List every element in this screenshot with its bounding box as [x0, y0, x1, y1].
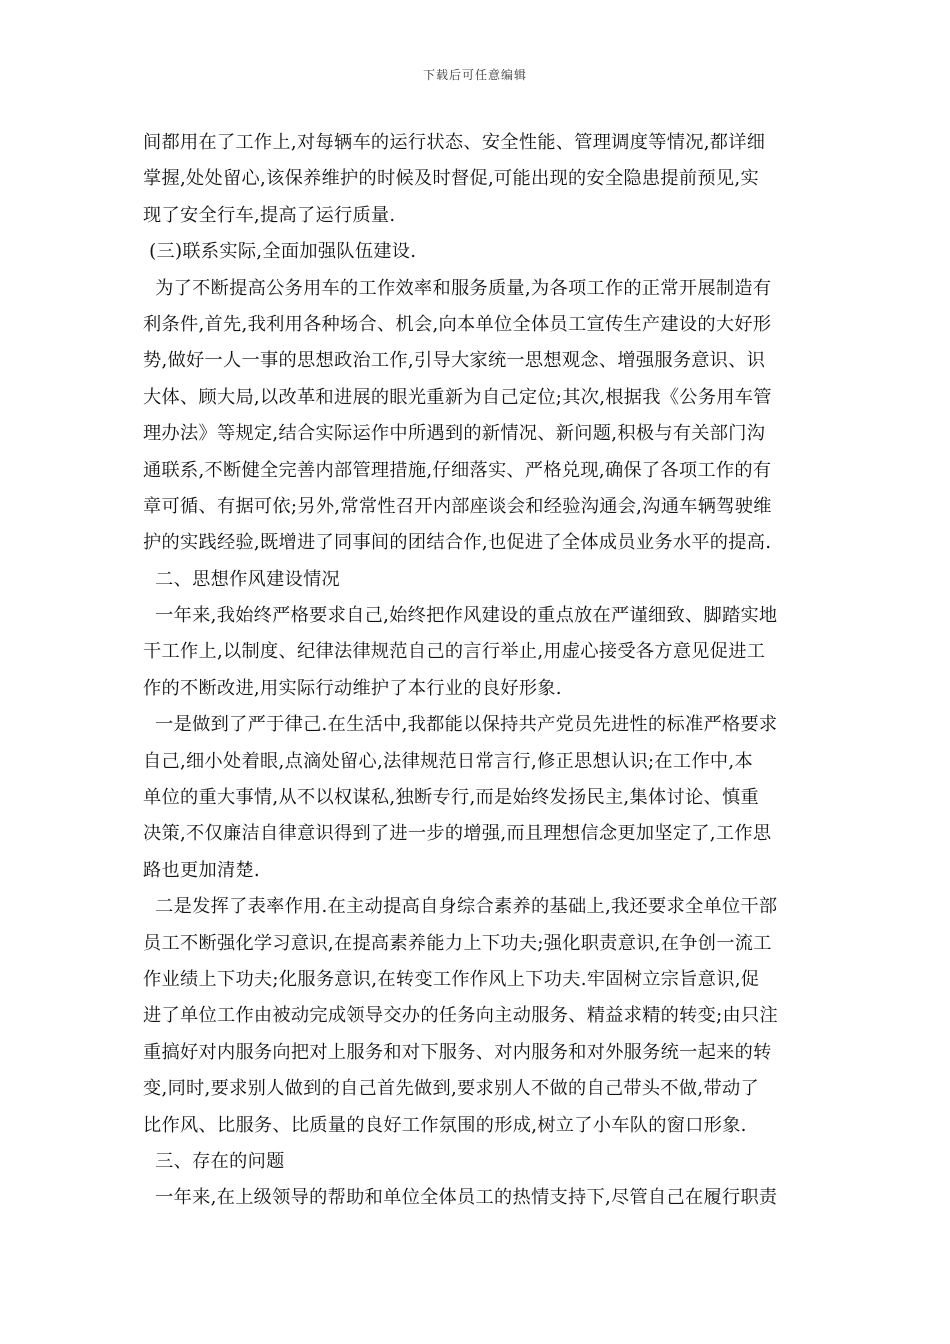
- text-line: 护的实践经验,既增进了同事间的团结合作,也促进了全体成员业务水平的提高.: [143, 532, 772, 554]
- text-line: 三、存在的问题: [143, 1150, 285, 1172]
- text-line: 变,同时,要求别人做到的自己首先做到,要求别人不做的自己带头不做,带动了: [143, 1078, 759, 1100]
- text-line: 进了单位工作由被动完成领导交办的任务向主动服务、精益求精的转变;由只注: [143, 1005, 779, 1027]
- text-line: 为了不断提高公务用车的工作效率和服务质量,为各项工作的正常开展制造有: [143, 277, 772, 299]
- text-line: 作的不断改进,用实际行动维护了本行业的良好形象.: [143, 677, 562, 699]
- text-line: 章可循、有据可依;另外,常常性召开内部座谈会和经验沟通会,沟通车辆驾驶维: [143, 495, 772, 517]
- text-line: 二、思想作风建设情况: [143, 568, 341, 590]
- text-line: 现了安全行车,提高了运行质量.: [143, 204, 396, 226]
- text-line: 大体、顾大局,以改革和进展的眼光重新为自己定位;其次,根据我《公务用车管: [143, 386, 772, 408]
- text-line: 干工作上,以制度、纪律法律规范自己的言行举止,用虚心接受各方意见促进工: [143, 641, 766, 663]
- text-line: 一年来,我始终严格要求自己,始终把作风建设的重点放在严谨细致、脚踏实地: [143, 605, 778, 627]
- text-line: 重搞好对内服务向把对上服务和对下服务、对内服务和对外服务统一起来的转: [143, 1041, 772, 1063]
- text-line: 比作风、比服务、比质量的良好工作氛围的形成,树立了小车队的窗口形象.: [143, 1114, 747, 1136]
- text-line: 一是做到了严于律己.在生活中,我都能以保持共产党员先进性的标准严格要求: [143, 714, 778, 736]
- text-line: 二是发挥了表率作用.在主动提高自身综合素养的基础上,我还要求全单位干部: [143, 896, 778, 918]
- page-header-note: 下载后可任意编辑: [422, 68, 527, 82]
- document-body: [143, 125, 815, 1217]
- text-line: 一年来,在上级领导的帮助和单位全体员工的热情支持下,尽管自己在履行职责: [143, 1187, 778, 1209]
- text-line: 自己,细小处着眼,点滴处留心,法律规范日常言行,修正思想认识;在工作中,本: [143, 750, 753, 772]
- text-line: 理办法》等规定,结合实际运作中所遇到的新情况、新问题,积极与有关部门沟: [143, 423, 766, 445]
- text-line: 决策,不仅廉洁自律意识得到了进一步的增强,而且理想信念更加坚定了,工作思: [143, 823, 772, 845]
- text-line: (三)联系实际,全面加强队伍建设.: [143, 241, 417, 263]
- text-line: 单位的重大事情,从不以权谋私,独断专行,而是始终发扬民主,集体讨论、慎重: [143, 787, 759, 809]
- text-line: 路也更加清楚.: [143, 859, 261, 881]
- text-line: 间都用在了工作上,对每辆车的运行状态、安全性能、管理调度等情况,都详细: [143, 132, 766, 153]
- text-line: 势,做好一人一事的思想政治工作,引导大家统一思想观念、增强服务意识、识: [143, 350, 766, 372]
- text-line: 掌握,处处留心,该保养维护的时候及时督促,可能出现的安全隐患提前预见,实: [143, 168, 759, 190]
- text-line: 通联系,不断健全完善内部管理措施,仔细落实、严格兑现,确保了各项工作的有: [143, 459, 772, 481]
- text-line: 利条件,首先,我利用各种场合、机会,向本单位全体员工宣传生产建设的大好形: [143, 313, 772, 335]
- text-line: 作业绩上下功夫;化服务意识,在转变工作作风上下功夫.牢固树立宗旨意识,促: [143, 968, 760, 990]
- text-line: 员工不断强化学习意识,在提高素养能力上下功夫;强化职责意识,在争创一流工: [143, 932, 772, 954]
